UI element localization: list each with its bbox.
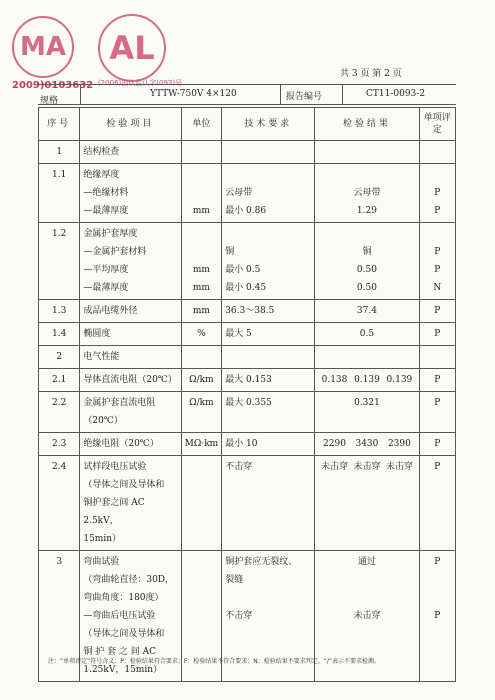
cell-line: MΩ·km — [184, 439, 219, 449]
cell-line: 弯曲角度：180度） — [83, 593, 164, 603]
cell-line: mm — [192, 306, 210, 316]
row-unit — [181, 456, 222, 551]
cell-line: 1.25kV，15min） — [83, 665, 163, 675]
row-unit — [181, 141, 222, 164]
cell-line: 试样段电压试验 — [83, 462, 147, 472]
cell-line: 椭圆度 — [83, 329, 111, 339]
table-row — [39, 456, 456, 551]
table-row — [39, 346, 456, 369]
row-requirement — [222, 141, 315, 164]
row-result — [315, 323, 419, 346]
row-rating — [419, 346, 455, 369]
result-value: 0.138 — [321, 375, 348, 385]
result-value: 未击穿 — [353, 462, 381, 472]
cell-line: 金属护套厚度 — [83, 229, 138, 239]
row-seq-text: 1.1 — [52, 170, 67, 180]
row-result — [315, 433, 419, 456]
row-seq-text: 1.2 — [52, 229, 67, 239]
spec-value: YTTW-750V 4×120 — [150, 89, 237, 99]
cell-line — [225, 166, 311, 184]
cell-line: 铜 护 套 之 间 AC — [83, 647, 157, 657]
row-requirement — [222, 346, 315, 369]
result-triplet — [318, 458, 415, 476]
cell-line — [423, 571, 452, 589]
row-requirement — [222, 369, 315, 392]
table-row — [39, 223, 456, 300]
cell-line — [423, 166, 452, 184]
row-seq — [39, 433, 80, 456]
cell-line: 最小 10 — [225, 439, 258, 449]
result-value: 未击穿 — [385, 462, 413, 472]
row-unit — [181, 346, 222, 369]
row-requirement — [222, 392, 315, 433]
table-row — [39, 141, 456, 164]
row-seq — [39, 369, 80, 392]
cell-line — [423, 225, 452, 243]
row-result — [315, 223, 419, 300]
row-seq-text: 2.3 — [52, 439, 67, 449]
row-item — [80, 369, 181, 392]
row-seq-text: 3 — [56, 557, 63, 567]
row-item — [80, 223, 181, 300]
row-result — [315, 346, 419, 369]
cell-line: 最大 0.153 — [225, 375, 272, 385]
report-label: 报告编号 — [286, 92, 323, 102]
spec-label: 规格 — [40, 96, 59, 106]
cell-line: 铜 — [225, 247, 235, 257]
cell-line: 云母带 — [353, 188, 381, 198]
table-header-row — [39, 108, 456, 141]
cell-line: P — [434, 265, 441, 275]
cell-line: 0.50 — [356, 265, 377, 275]
cell-line: 裂缝 — [225, 575, 244, 585]
cell-line: 云母带 — [225, 188, 253, 198]
row-seq-text: 2.2 — [52, 398, 67, 408]
cell-line: 不击穿 — [225, 462, 253, 472]
cell-line: 未击穿 — [353, 611, 381, 621]
row-seq — [39, 141, 80, 164]
row-result — [315, 164, 419, 223]
row-unit — [181, 323, 222, 346]
row-unit — [181, 164, 222, 223]
cell-line — [185, 184, 219, 202]
cell-line: —绝缘材料 — [83, 188, 129, 198]
spec-row — [38, 84, 456, 105]
cell-line: 0.5 — [359, 329, 375, 339]
cell-line: （弯曲轮直径：30D， — [83, 575, 175, 585]
result-value: 0.139 — [386, 375, 413, 385]
row-rating — [419, 392, 455, 433]
cell-line — [318, 166, 415, 184]
row-seq-text: 1.4 — [52, 329, 67, 339]
cell-line: 1.29 — [356, 206, 377, 216]
cell-line — [225, 589, 311, 607]
cell-line: N — [433, 283, 442, 293]
col-seq: 序号 — [39, 108, 80, 141]
cell-line: 铜护套之间 AC 2.5kV， — [83, 498, 145, 526]
row-unit — [181, 300, 222, 323]
cell-line: —弯曲后电压试验 — [83, 611, 156, 621]
row-result — [315, 392, 419, 433]
cal-accreditation-seal: AL — [98, 14, 166, 82]
row-seq — [39, 392, 80, 433]
row-unit — [181, 392, 222, 433]
row-result — [315, 300, 419, 323]
row-requirement — [222, 300, 315, 323]
row-seq — [39, 323, 80, 346]
cert-number-right: (2006)国认监认字(093)号 — [98, 79, 183, 87]
cell-line: P — [434, 329, 441, 339]
cell-line: 15min） — [83, 534, 122, 544]
row-unit — [181, 433, 222, 456]
result-triplet — [318, 435, 415, 453]
cell-line: 铜 — [362, 247, 372, 257]
cell-line: P — [434, 188, 441, 198]
cell-line: —平均厚度 — [83, 265, 129, 275]
row-item — [80, 323, 181, 346]
cell-line: P — [434, 439, 441, 449]
cell-line — [225, 225, 311, 243]
ma-certification-seal: MA — [12, 16, 74, 78]
result-value: 3430 — [355, 439, 379, 449]
row-seq-text: 2 — [56, 352, 63, 362]
col-rating: 单项评定 — [419, 108, 455, 141]
table-row — [39, 323, 456, 346]
cell-line: 铜护套应无裂纹、 — [225, 557, 298, 567]
cell-line: 结构检查 — [83, 147, 120, 157]
row-requirement — [222, 164, 315, 223]
row-seq — [39, 300, 80, 323]
cell-line: （导体之间及导体和 — [83, 480, 165, 490]
cell-line: P — [434, 247, 441, 257]
cell-line — [318, 225, 415, 243]
cell-line: 最小 0.45 — [225, 283, 267, 293]
table-row — [39, 392, 456, 433]
cell-line: P — [434, 462, 441, 472]
row-requirement — [222, 223, 315, 300]
cell-line: 37.4 — [356, 306, 377, 316]
page-info: 共 3 页 第 2 页 — [340, 69, 402, 79]
cell-line: （20℃） — [83, 416, 123, 426]
cell-line: Ω/km — [189, 375, 214, 385]
row-seq — [39, 346, 80, 369]
row-requirement — [222, 456, 315, 551]
cell-line: mm — [192, 265, 210, 275]
cell-line — [318, 571, 415, 589]
cell-line: 最大 5 — [225, 329, 252, 339]
cell-line: 36.3～38.5 — [225, 306, 275, 316]
result-value: 2290 — [323, 439, 346, 449]
cell-line: P — [434, 206, 441, 216]
row-item — [80, 141, 181, 164]
cell-line: 弯曲试验 — [83, 557, 120, 567]
row-seq-text: 2.4 — [52, 462, 67, 472]
row-item — [80, 456, 181, 551]
row-requirement — [222, 433, 315, 456]
cell-line: —金属护套材料 — [83, 247, 147, 257]
row-rating — [419, 369, 455, 392]
cell-line: 通过 — [357, 557, 376, 567]
row-item — [80, 164, 181, 223]
cell-line: mm — [192, 206, 210, 216]
col-req: 技术要求 — [222, 108, 315, 141]
table-row — [39, 433, 456, 456]
cell-line: 成品电缆外径 — [83, 306, 138, 316]
cell-line: mm — [192, 283, 210, 293]
row-seq — [39, 456, 80, 551]
row-item — [80, 346, 181, 369]
col-result: 检验结果 — [315, 108, 419, 141]
cell-line: Ω/km — [189, 398, 214, 408]
row-result — [315, 141, 419, 164]
col-unit: 单位 — [181, 108, 222, 141]
cell-line: 最大 0.355 — [225, 398, 272, 408]
row-unit — [181, 223, 222, 300]
footnote: 注：“单项评定”符号含义：P：检验结果符合要求；F：检验结果不符合要求；N：检验结果不要求判定。“/”表示不要求检测。 — [48, 658, 381, 665]
row-rating — [419, 300, 455, 323]
cell-line: 绝缘厚度 — [83, 170, 120, 180]
cell-line — [185, 166, 219, 184]
cell-line — [185, 225, 219, 243]
col-item: 检验项目 — [80, 108, 181, 141]
row-item — [80, 300, 181, 323]
cell-line — [423, 589, 452, 607]
row-item — [80, 392, 181, 433]
report-value: CT11-0093-2 — [366, 89, 426, 99]
row-seq-text: 1 — [56, 147, 63, 157]
cell-line: 最小 0.5 — [225, 265, 261, 275]
row-rating — [419, 456, 455, 551]
row-result — [315, 456, 419, 551]
cell-line: 最小 0.86 — [225, 206, 267, 216]
row-rating — [419, 323, 455, 346]
table-row — [39, 164, 456, 223]
row-rating — [419, 551, 455, 682]
row-seq — [39, 223, 80, 300]
table-row — [39, 369, 456, 392]
result-value: 2390 — [387, 439, 411, 449]
cell-line: —最薄厚度 — [83, 206, 129, 216]
cell-line: 0.50 — [356, 283, 377, 293]
cell-line: P — [434, 398, 441, 408]
result-value: 未击穿 — [320, 462, 348, 472]
cell-line: P — [434, 306, 441, 316]
result-value: 0.139 — [354, 375, 380, 385]
cell-line: P — [434, 557, 441, 567]
row-requirement — [222, 323, 315, 346]
row-result — [315, 369, 419, 392]
cell-line: 导体直流电阻（20℃） — [83, 375, 177, 385]
cell-line: 绝缘电阻（20℃） — [83, 439, 159, 449]
cell-line: P — [434, 611, 441, 621]
cell-line: 不击穿 — [225, 611, 253, 621]
cell-line — [185, 243, 219, 261]
cell-line — [318, 589, 415, 607]
result-triplet — [318, 371, 415, 389]
cell-line: （导体之间及导体和 — [83, 629, 165, 639]
row-seq-text: 1.3 — [52, 306, 67, 316]
row-item — [80, 433, 181, 456]
table-row — [39, 300, 456, 323]
row-rating — [419, 164, 455, 223]
cell-line: % — [197, 329, 206, 339]
cell-line: —最薄厚度 — [83, 283, 129, 293]
row-rating — [419, 223, 455, 300]
row-seq — [39, 164, 80, 223]
row-seq-text: 2.1 — [52, 375, 67, 385]
inspection-table — [38, 107, 456, 682]
row-rating — [419, 141, 455, 164]
cell-line: 0.321 — [354, 398, 380, 408]
cell-line: P — [434, 375, 441, 385]
cell-line: 金属护套直流电阻 — [83, 398, 156, 408]
row-rating — [419, 433, 455, 456]
cell-line: 电气性能 — [83, 352, 120, 362]
row-unit — [181, 369, 222, 392]
cert-number-left: 2009)0103632 — [12, 80, 94, 91]
